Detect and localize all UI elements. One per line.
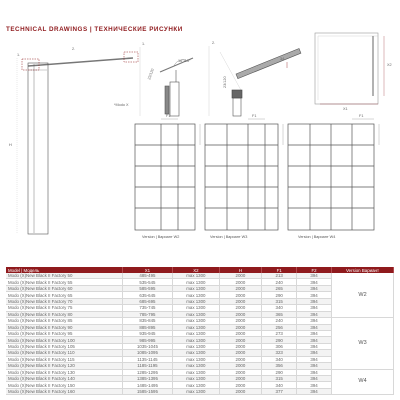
top-view-drawing bbox=[315, 33, 384, 104]
cell-model: Modo (X)New Black II Factory 70 bbox=[6, 298, 122, 304]
cell-model: Modo (X)New Black II Factory 95 bbox=[6, 330, 122, 336]
cell-f2: 394 bbox=[297, 356, 332, 362]
cell-f2: 394 bbox=[297, 330, 332, 336]
cell-x1: 1085-1095 bbox=[122, 350, 172, 356]
detail-2-number: 2. bbox=[212, 41, 216, 45]
cell-h: 2000 bbox=[219, 388, 262, 394]
cell-model: Modo (X)New Black II Factory 140 bbox=[6, 376, 122, 382]
cell-f2: 394 bbox=[297, 305, 332, 311]
cell-x1: 1185-1195 bbox=[122, 363, 172, 369]
cell-h: 2000 bbox=[219, 356, 262, 362]
detail-2-side-dimension: 23/120 bbox=[223, 76, 227, 88]
version-group-cell: W4 bbox=[332, 369, 394, 395]
cell-h: 2000 bbox=[219, 343, 262, 349]
detail-1-dimension: 23/120 bbox=[147, 68, 155, 81]
cell-model: Modo (X)New Black II Factory 160 bbox=[6, 388, 122, 394]
cell-model: Modo (X)New Black II Factory 60 bbox=[6, 285, 122, 291]
cell-f1: 315 bbox=[262, 298, 297, 304]
cell-x2: max 1300 bbox=[173, 382, 220, 388]
cell-f1: 340 bbox=[262, 305, 297, 311]
cell-model: Modo (X)New Black II Factory 65 bbox=[6, 292, 122, 298]
cell-h: 2000 bbox=[219, 376, 262, 382]
cell-x2: max 1300 bbox=[173, 350, 220, 356]
header-h: H bbox=[219, 267, 262, 273]
cell-f2: 394 bbox=[297, 273, 332, 279]
cell-f2: 394 bbox=[297, 279, 332, 285]
cell-model: Modo (X)New Black II Factory 100 bbox=[6, 337, 122, 343]
cell-f1: 340 bbox=[262, 382, 297, 388]
detail-1-number: 1. bbox=[142, 42, 146, 46]
cell-model: Modo (X)New Black II Factory 55 bbox=[6, 279, 122, 285]
grid-w2-caption: Version | Вариант W2 bbox=[142, 235, 180, 239]
cell-x1: 885-895 bbox=[122, 324, 172, 330]
cell-h: 2000 bbox=[219, 279, 262, 285]
cell-model: Modo (X)New Black II Factory 120 bbox=[6, 363, 122, 369]
cell-x2: max 1300 bbox=[173, 337, 220, 343]
cell-h: 2000 bbox=[219, 324, 262, 330]
cell-f2: 394 bbox=[297, 337, 332, 343]
top-view-x2-label: X2 bbox=[387, 63, 392, 67]
table-row bbox=[6, 318, 394, 324]
grid-w3-f1-label: F1 bbox=[252, 114, 257, 118]
grid-w2-f1-label: F1 bbox=[166, 114, 171, 118]
grid-w3-caption: Version | Вариант W3 bbox=[210, 235, 248, 239]
header-f1: F1 bbox=[262, 267, 297, 273]
cell-f2: 394 bbox=[297, 318, 332, 324]
detail-1-drawing bbox=[140, 47, 193, 116]
cell-h: 2000 bbox=[219, 298, 262, 304]
cell-f2: 394 bbox=[297, 388, 332, 394]
cell-f2: 394 bbox=[297, 343, 332, 349]
header-f2: F2 bbox=[297, 267, 332, 273]
cell-f1: 306 bbox=[262, 343, 297, 349]
cell-f2: 394 bbox=[297, 311, 332, 317]
cell-x1: 585-595 bbox=[122, 285, 172, 291]
cell-h: 2000 bbox=[219, 292, 262, 298]
cell-h: 2000 bbox=[219, 305, 262, 311]
cell-x1: 635-645 bbox=[122, 292, 172, 298]
cell-f1: 356 bbox=[262, 363, 297, 369]
cell-h: 2000 bbox=[219, 337, 262, 343]
cell-x2: max 1300 bbox=[173, 298, 220, 304]
cell-x2: max 1300 bbox=[173, 279, 220, 285]
cell-f2: 394 bbox=[297, 350, 332, 356]
detail-label: *Modo X bbox=[114, 103, 129, 107]
cell-x2: max 1300 bbox=[173, 311, 220, 317]
cell-x2: max 1300 bbox=[173, 330, 220, 336]
cell-f1: 240 bbox=[262, 318, 297, 324]
cell-h: 2000 bbox=[219, 273, 262, 279]
cell-h: 2000 bbox=[219, 350, 262, 356]
detail-ref-1: 1. bbox=[17, 53, 21, 57]
cell-x2: max 1300 bbox=[173, 324, 220, 330]
cell-model: Modo (X)New Black II Factory 75 bbox=[6, 305, 122, 311]
cell-f2: 394 bbox=[297, 376, 332, 382]
cell-h: 2000 bbox=[219, 369, 262, 375]
cell-model: Modo (X)New Black II Factory 150 bbox=[6, 382, 122, 388]
cell-x1: 785-795 bbox=[122, 311, 172, 317]
cell-x1: 735-745 bbox=[122, 305, 172, 311]
detail-1-angle: 16°/15° bbox=[178, 59, 191, 63]
cell-h: 2000 bbox=[219, 318, 262, 324]
cell-h: 2000 bbox=[219, 363, 262, 369]
cell-model: Modo (X)New Black II Factory 105 bbox=[6, 343, 122, 349]
cell-h: 2000 bbox=[219, 285, 262, 291]
cell-model: Modo (X)New Black II Factory 90 bbox=[6, 324, 122, 330]
cell-f2: 394 bbox=[297, 324, 332, 330]
cell-h: 2000 bbox=[219, 382, 262, 388]
cell-f1: 323 bbox=[262, 350, 297, 356]
specification-table bbox=[6, 267, 394, 395]
cell-x1: 1285-1295 bbox=[122, 369, 172, 375]
cell-f2: 394 bbox=[297, 298, 332, 304]
cell-model: Modo (X)New Black II Factory 110 bbox=[6, 350, 122, 356]
cell-model: Modo (X)New Black II Factory 85 bbox=[6, 318, 122, 324]
table-body bbox=[6, 273, 394, 395]
cell-h: 2000 bbox=[219, 311, 262, 317]
cell-f1: 290 bbox=[262, 337, 297, 343]
cell-x2: max 1300 bbox=[173, 369, 220, 375]
grid-w4-f1-label: F1 bbox=[359, 114, 364, 118]
cell-f1: 365 bbox=[262, 311, 297, 317]
cell-f1: 290 bbox=[262, 292, 297, 298]
header-version: Version Вариант bbox=[332, 267, 394, 273]
cell-x2: max 1300 bbox=[173, 363, 220, 369]
cell-x2: max 1300 bbox=[173, 285, 220, 291]
cell-f2: 394 bbox=[297, 292, 332, 298]
grid-w3-drawing bbox=[205, 119, 283, 230]
cell-x1: 1485-1495 bbox=[122, 382, 172, 388]
cell-x2: max 1300 bbox=[173, 356, 220, 362]
cell-f1: 265 bbox=[262, 285, 297, 291]
cell-f1: 240 bbox=[262, 279, 297, 285]
table-row bbox=[6, 273, 394, 279]
detail-ref-2: 2. bbox=[72, 47, 76, 51]
cell-x2: max 1300 bbox=[173, 376, 220, 382]
cell-x2: max 1300 bbox=[173, 273, 220, 279]
cell-f1: 256 bbox=[262, 324, 297, 330]
grid-w2-drawing bbox=[135, 119, 200, 230]
table-row bbox=[6, 369, 394, 375]
cell-f1: 213 bbox=[262, 273, 297, 279]
cell-model: Modo (X)New Black II Factory 115 bbox=[6, 356, 122, 362]
cell-x1: 685-695 bbox=[122, 298, 172, 304]
top-view-x1-label: X1 bbox=[343, 107, 348, 111]
cell-x1: 1135-1145 bbox=[122, 356, 172, 362]
cell-f1: 273 bbox=[262, 330, 297, 336]
cell-f2: 394 bbox=[297, 382, 332, 388]
cell-model: Modo (X)New Black II Factory 80 bbox=[6, 311, 122, 317]
cell-f1: 340 bbox=[262, 356, 297, 362]
cell-f2: 394 bbox=[297, 369, 332, 375]
cell-x2: max 1300 bbox=[173, 305, 220, 311]
cell-x2: max 1300 bbox=[173, 292, 220, 298]
header-model: Model | Модель bbox=[6, 267, 122, 273]
cell-x1: 1035-1045 bbox=[122, 343, 172, 349]
detail-2-top-dimension: 34 bbox=[280, 57, 285, 61]
version-group-cell: W3 bbox=[332, 318, 394, 370]
page-title: TECHNICAL DRAWINGS | ТЕХНИЧЕСКИЕ РИСУНКИ bbox=[6, 26, 183, 33]
cell-model: Modo (X)New Black II Factory 130 bbox=[6, 369, 122, 375]
cell-x2: max 1300 bbox=[173, 318, 220, 324]
grid-w4-drawing bbox=[288, 119, 379, 230]
cell-model: Modo (X)New Black II Factory 50 bbox=[6, 273, 122, 279]
cell-x1: 485-495 bbox=[122, 273, 172, 279]
version-group-cell: W2 bbox=[332, 273, 394, 318]
header-x1: X1 bbox=[122, 267, 172, 273]
cell-x2: max 1300 bbox=[173, 343, 220, 349]
cell-f1: 290 bbox=[262, 369, 297, 375]
cell-x1: 935-945 bbox=[122, 330, 172, 336]
cell-f1: 315 bbox=[262, 376, 297, 382]
main-elevation-drawing bbox=[17, 52, 138, 234]
header-x2: X2 bbox=[173, 267, 220, 273]
cell-f2: 394 bbox=[297, 363, 332, 369]
grid-w4-caption: Version | Вариант W4 bbox=[298, 235, 336, 239]
cell-f2: 394 bbox=[297, 285, 332, 291]
cell-x1: 535-545 bbox=[122, 279, 172, 285]
cell-x1: 1385-1395 bbox=[122, 376, 172, 382]
cell-x1: 835-845 bbox=[122, 318, 172, 324]
cell-x2: max 1300 bbox=[173, 388, 220, 394]
cell-h: 2000 bbox=[219, 330, 262, 336]
cell-f1: 377 bbox=[262, 388, 297, 394]
cell-x1: 985-995 bbox=[122, 337, 172, 343]
height-label: H bbox=[9, 143, 12, 147]
cell-x1: 1585-1595 bbox=[122, 388, 172, 394]
